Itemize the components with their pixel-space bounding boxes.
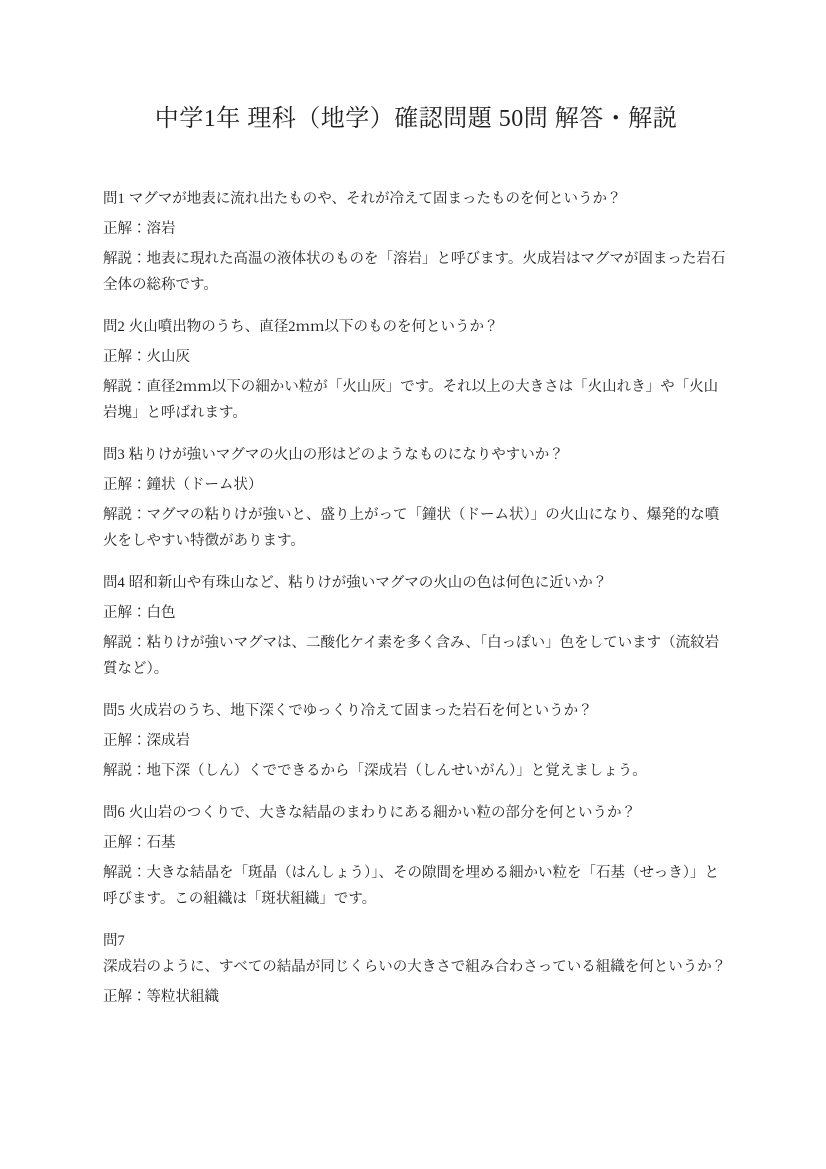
question-line <box>103 314 729 340</box>
qa-block-4 <box>103 570 729 682</box>
question-text: 火成岩のうち、地下深くでゆっくり冷えて固まった岩石を何というか？ <box>128 703 593 719</box>
question-text: マグマが地表に流れ出たものや、それが冷えて固まったものを何というか？ <box>128 191 622 207</box>
question-line <box>103 442 729 468</box>
page-title: 中学1年 理科（地学）確認問題 50問 解答・解説 <box>154 106 678 132</box>
question-line <box>103 570 729 596</box>
explanation-line: 解説：直径2ｍｍ以下の細かい粒が「火山灰」です。それ以上の大きさは「火山れき」や「火山岩塊」と呼ばれます。 <box>103 379 719 421</box>
qa-block-7 <box>103 928 729 1010</box>
question-number: 問6 <box>103 805 125 821</box>
qa-block-5 <box>103 698 729 784</box>
question-line <box>103 928 729 980</box>
question-text: 昭和新山や有珠山など、粘りけが強いマグマの火山の色は何色に近いか？ <box>128 575 608 591</box>
question-number: 問3 <box>103 447 125 463</box>
question-number: 問1 <box>103 191 125 207</box>
explanation-line: 解説：地表に現れた高温の液体状のものを「溶岩」と呼びます。火成岩はマグマが固まった岩石全体の総称です。 <box>103 251 726 293</box>
question-number: 問5 <box>103 703 125 719</box>
question-line <box>103 186 729 212</box>
question-number: 問7 <box>103 933 125 949</box>
qa-block-6 <box>103 800 729 912</box>
question-text: 火山岩のつくりで、大きな結晶のまわりにある細かい粒の部分を何というか？ <box>128 805 637 821</box>
question-line <box>103 800 729 826</box>
question-number: 問4 <box>103 575 125 591</box>
qa-block-3 <box>103 442 729 554</box>
explanation-line: 解説：地下深（しん）くでできるから「深成岩（しんせいがん）」と覚えましょう。 <box>103 763 647 779</box>
answer-line: 正解：石基 <box>103 835 176 851</box>
answer-line: 正解：等粒状組織 <box>103 989 219 1005</box>
question-text: 火山噴出物のうち、直径2ｍｍ以下のものを何というか？ <box>128 319 499 335</box>
explanation-line: 解説：粘りけが強いマグマは、二酸化ケイ素を多く含み、「白っぽい」色をしています（流紋岩質など）。 <box>103 635 720 677</box>
explanation-line: 解説：マグマの粘りけが強いと、盛り上がって「鐘状（ドーム状）」の火山になり、爆発的な噴火をしやすい特徴があります。 <box>103 507 720 549</box>
explanation-line: 解説：大きな結晶を「斑晶（はんしょう）」、その隙間を埋める細かい粒を「石基（せっき）」と呼びます。この組織は「斑状組織」です。 <box>103 865 719 907</box>
answer-line: 正解：鐘状（ドーム状） <box>103 477 263 493</box>
answer-line: 正解：白色 <box>103 605 176 621</box>
qa-block-2 <box>103 314 729 426</box>
answer-line: 正解：火山灰 <box>103 349 190 365</box>
question-text: 粘りけが強いマグマの火山の形はどのようなものになりやすいか？ <box>128 447 564 463</box>
question-line <box>103 698 729 724</box>
answer-line: 正解：溶岩 <box>103 221 176 237</box>
question-text: 深成岩のように、すべての結晶が同じくらいの大きさで組み合わさっている組織を何というか？ <box>103 959 727 975</box>
question-number: 問2 <box>103 319 125 335</box>
answer-line: 正解：深成岩 <box>103 733 190 749</box>
qa-block-1 <box>103 186 729 298</box>
